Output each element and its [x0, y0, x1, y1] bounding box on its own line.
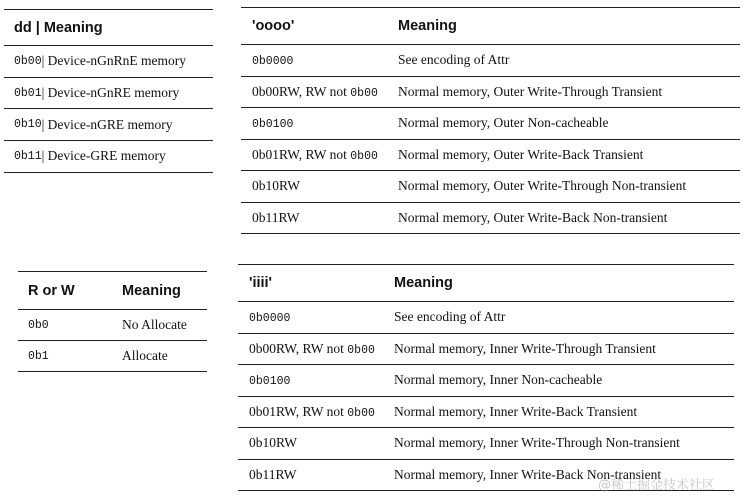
dd-meaning-table — [4, 9, 213, 173]
code-cell — [241, 147, 398, 163]
code-cell: 0b10 — [14, 118, 42, 132]
meaning-cell: | Device-nGnRE memory — [41, 85, 180, 101]
code-cell — [241, 210, 398, 226]
code-text: 0b11RW — [249, 466, 297, 482]
meaning-cell: | Device-GRE memory — [41, 148, 166, 164]
code-text: 0b00RW, RW not — [252, 83, 351, 99]
table-row — [4, 141, 213, 173]
table-row — [18, 310, 207, 341]
meaning-cell: Normal memory, Outer Write-Back Transient — [398, 146, 644, 162]
table-header — [238, 264, 734, 302]
table-row — [4, 78, 213, 110]
code-text: 0b11RW — [252, 209, 300, 225]
meaning-cell: Normal memory, Inner Non-cacheable — [394, 372, 603, 388]
meaning-cell: | Device-nGRE memory — [41, 116, 173, 132]
meaning-cell: Normal memory, Inner Write-Back Transient — [394, 403, 638, 419]
meaning-cell: Normal memory, Outer Write-Through Non-transient — [398, 178, 687, 194]
header-cell: R or W — [28, 282, 75, 299]
code-cell: 0b00 — [14, 54, 42, 68]
header-cell: 'iiii' — [249, 275, 273, 291]
code-suffix: 0b00 — [347, 406, 375, 420]
code-cell — [238, 341, 394, 357]
code-cell — [241, 52, 398, 68]
meaning-cell: Normal memory, Inner Write-Through Non-transient — [394, 435, 680, 451]
outer-oooo-table — [241, 7, 740, 234]
meaning-cell: Normal memory, Inner Write-Through Transient — [394, 340, 656, 356]
table-row — [238, 365, 734, 397]
meaning-cell: Normal memory, Outer Write-Back Non-transient — [398, 209, 668, 225]
table-row — [238, 334, 734, 366]
table-row — [4, 46, 213, 78]
table-row — [238, 397, 734, 429]
code-cell — [238, 435, 394, 451]
table-row — [238, 302, 734, 334]
header-cell: Meaning — [394, 275, 453, 291]
code-text: 0b10RW — [252, 178, 301, 194]
meaning-cell: No Allocate — [122, 317, 187, 332]
meaning-cell: Normal memory, Inner Write-Back Non-transient — [394, 466, 662, 482]
code-cell — [238, 467, 394, 483]
code-suffix: 0b00 — [350, 86, 378, 100]
table-row — [238, 428, 734, 460]
watermark: @稀土掘金技术社区 — [598, 478, 716, 493]
table-row — [241, 45, 740, 77]
header-cell: Meaning — [398, 18, 457, 34]
meaning-cell: Normal memory, Outer Non-cacheable — [398, 115, 609, 131]
header-cell: dd | Meaning — [14, 19, 103, 36]
table-row — [241, 108, 740, 140]
table-row — [241, 203, 740, 235]
code-text: 0b0000 — [249, 312, 291, 326]
code-cell — [241, 178, 398, 194]
code-cell — [241, 84, 398, 100]
header-cell: Meaning — [122, 282, 181, 299]
meaning-cell: Allocate — [122, 348, 168, 363]
table-row — [18, 341, 207, 372]
table-row — [241, 171, 740, 203]
meaning-cell: | Device-nGnRnE memory — [41, 53, 187, 69]
code-cell: 0b01 — [14, 86, 42, 100]
meaning-cell: Normal memory, Outer Write-Through Transient — [398, 83, 663, 99]
header-cell: 'oooo' — [252, 18, 295, 34]
code-text: 0b01RW, RW not — [252, 146, 351, 162]
code-suffix: 0b00 — [350, 149, 378, 163]
r-or-w-table — [18, 271, 207, 372]
table-row — [4, 109, 213, 141]
code-cell — [238, 372, 394, 388]
code-cell: 0b0 — [28, 318, 49, 332]
code-suffix: 0b00 — [347, 343, 375, 357]
code-text: 0b0000 — [252, 55, 294, 69]
code-text: 0b01RW, RW not — [249, 403, 348, 419]
meaning-cell: See encoding of Attr — [398, 52, 510, 68]
code-cell: 0b1 — [28, 349, 49, 363]
table-header — [241, 7, 740, 45]
meaning-cell: See encoding of Attr — [394, 309, 506, 325]
table-row — [241, 77, 740, 109]
code-text: 0b0100 — [249, 375, 291, 389]
inner-iiii-table — [238, 264, 734, 491]
code-text: 0b00RW, RW not — [249, 340, 348, 356]
code-cell — [238, 404, 394, 420]
code-text: 0b0100 — [252, 118, 294, 132]
code-cell — [241, 115, 398, 131]
table-row — [241, 140, 740, 172]
code-cell — [238, 309, 394, 325]
code-text: 0b10RW — [249, 435, 298, 451]
code-cell: 0b11 — [14, 149, 42, 163]
table-header — [4, 9, 213, 46]
table-header — [18, 271, 207, 310]
